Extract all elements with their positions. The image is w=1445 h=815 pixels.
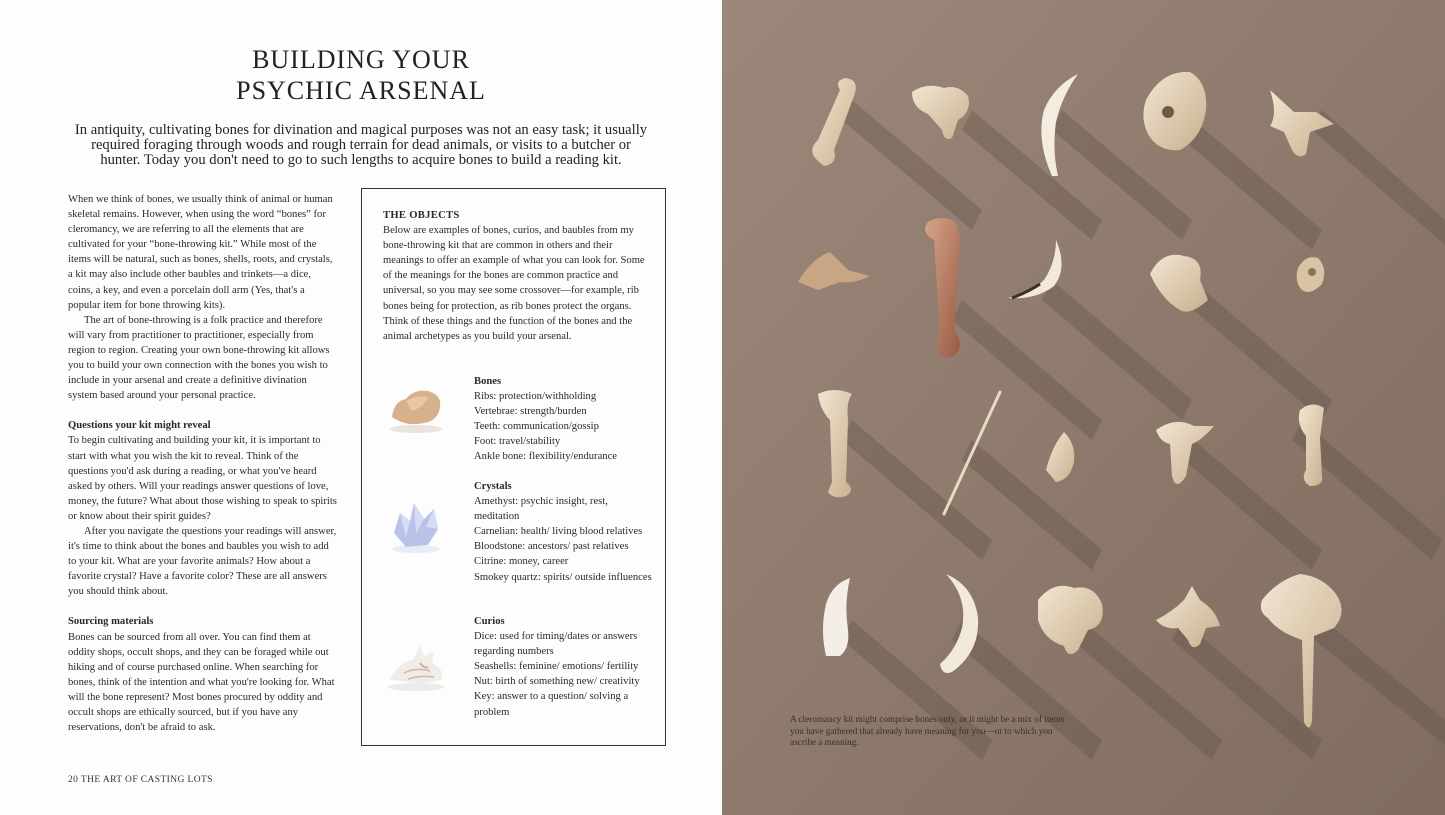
title-line-1: BUILDING YOUR: [252, 45, 470, 74]
seashell-image-icon: [384, 633, 448, 697]
group-line: Smokey quartz: spirits/ outside influences: [474, 571, 652, 583]
group-heading: Bones: [474, 376, 502, 387]
group-line: Nut: birth of something new/ creativity: [474, 676, 640, 688]
objects-sidebar-box: [361, 188, 666, 746]
paragraph-1: When we think of bones, we usually think of animal or human skeletal remains. However, when using the word “bones” for cleromancy, we are referring to all the elements that are cultivated for your “bone-throwing kit.” While most of the items will be natural, such as bones, shells, roots, and crystals, a kit may also include other baubles and trinkets—a dice, coins, a key, and even a porcelain doll arm (Yes, that's a popular item for bone throwing kits).: [68, 194, 333, 311]
group-line: Seashells: feminine/ emotions/ fertility: [474, 661, 639, 673]
paragraph-5: Bones can be sourced from all over. You can find them at oddity shops, occult shops, and they can be foraged while out hiking and of course purchased online. When searching for bones, think of the intention and what you're looking for. What will the bone represent? Most bones procured by oddity and occult shops are ethically sourced, but if you have any reservations, don't be afraid to ask.: [68, 631, 335, 734]
group-line: Ankle bone: flexibility/endurance: [474, 451, 617, 463]
group-line: Ribs: protection/withholding: [474, 391, 597, 403]
group-heading: Crystals: [474, 481, 512, 492]
group-line: Citrine: money, career: [474, 556, 569, 568]
group-line: Dice: used for timing/dates or answers regarding numbers: [474, 631, 638, 658]
left-column: [68, 192, 338, 735]
group-bones: [474, 374, 664, 465]
crystal-image-icon: [384, 493, 448, 557]
paragraph-2: The art of bone-throwing is a folk practice and therefore will vary from practitioner to practitioner, especially from region to region. Creating your own bone-throwing kit allows you to build your own connection with the bones you wish to include in your arsenal and create a definitive divination system based around your personal practice.: [68, 314, 330, 402]
group-line: Key: answer to a question/ solving a problem: [474, 691, 629, 718]
intro-paragraph: In antiquity, cultivating bones for divination and magical purposes was not an easy task; it usually required foraging through woods and rough terrain for dead animals, or visits to a butcher or hunter. Today you don't need to go to such lengths to acquire bones to build a reading kit.: [74, 122, 648, 169]
left-page: [0, 0, 722, 815]
group-crystals: [474, 479, 654, 585]
objects-intro-block: [383, 208, 653, 344]
bones-photo: [722, 0, 1445, 815]
title-line-2: PSYCHIC ARSENAL: [236, 76, 486, 105]
group-line: Foot: travel/stability: [474, 436, 561, 448]
group-heading: Curios: [474, 616, 505, 627]
page-title: [0, 44, 722, 106]
group-line: Teeth: communication/gossip: [474, 421, 599, 433]
photo-caption: A cleromancy kit might comprise bones only, or it might be a mix of items you have gathered that already have meaning for you—or to which you ascribe a meaning.: [790, 714, 1065, 747]
bone-image-icon: [384, 377, 448, 441]
group-line: Vertebrae: strength/burden: [474, 406, 587, 418]
paragraph-4: After you navigate the questions your readings will answer, it's time to think about the bones and baubles you wish to add to your kit. What are your favorite animals? How about a favorite crystal? Have a favorite color? These are all answers you should think about.: [68, 525, 337, 598]
objects-intro: Below are examples of bones, curios, and baubles from my bone-throwing kit that are common in others and their meanings to offer an example of what you can look for. Some of the meanings for the bones are common practice and universal, so you may see some crossover—for example, rib bones being for protection, as rib bones protect the organs. Think of these things and the function of the bones and the animal archetypes as you build your arsenal.: [383, 225, 645, 342]
heading-sourcing: Sourcing materials: [68, 616, 154, 628]
group-curios: [474, 614, 654, 720]
group-line: Bloodstone: ancestors/ past relatives: [474, 541, 629, 553]
paragraph-3: To begin cultivating and building your kit, it is important to start with what you wish the kit to reveal. Think of the questions you'd ask during a reading, or what you've heard asked by others. Will your readings answer questions of love, money, the future? What about those wishing to speak to spirits or know about their spirit guides?: [68, 435, 337, 522]
group-line: Carnelian: health/ living blood relatives: [474, 526, 643, 538]
heading-questions: Questions your kit might reveal: [68, 420, 211, 432]
group-line: Amethyst: psychic insight, rest, meditation: [474, 496, 608, 523]
page-footer: 20 THE ART OF CASTING LOTS: [68, 775, 213, 785]
objects-title: THE OBJECTS: [383, 210, 460, 221]
bones-photo-page: [722, 0, 1445, 815]
